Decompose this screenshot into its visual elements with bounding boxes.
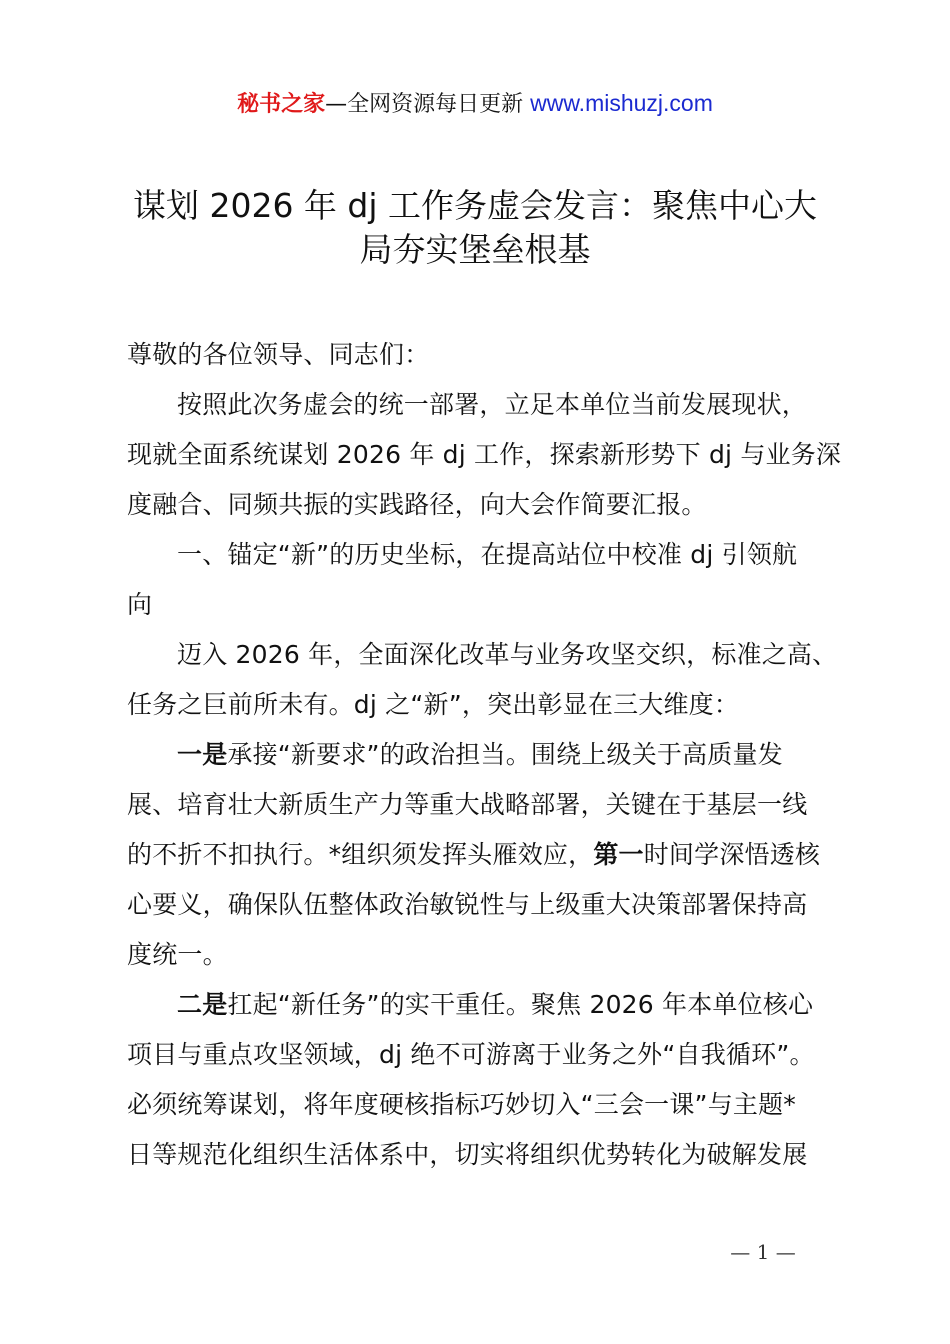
title-line-2: 局夯实堡垒根基 bbox=[359, 230, 591, 269]
paragraph-1-line-2: 现就全面系统谋划 2026 年 dj 工作，探索新形势下 dj 与业务深 bbox=[127, 440, 842, 469]
paragraph-3-line-4: 心要义，确保队伍整体政治敏锐性与上级重大决策部署保持高 bbox=[127, 890, 808, 919]
paragraph-3-bold-text: 第一 bbox=[593, 840, 644, 869]
paragraph-4-line-3: 必须统筹谋划，将年度硬核指标巧妙切入“三会一课”与主题* bbox=[127, 1090, 797, 1119]
paragraph-3-line-5: 度统一。 bbox=[127, 940, 228, 969]
site-header bbox=[0, 86, 950, 122]
page-number: — 1 — bbox=[730, 1240, 796, 1264]
site-url-link[interactable]: www.mishuzj.com bbox=[530, 90, 713, 116]
section-1-heading-line-1: 一、锚定“新”的历史坐标，在提高站位中校准 dj 引领航 bbox=[177, 540, 798, 569]
section-1-heading-line-2: 向 bbox=[127, 590, 153, 619]
point-2-label: 二是 bbox=[177, 990, 228, 1019]
paragraph-3-text-before: 的不折不扣执行。*组织须发挥头雁效应， bbox=[127, 840, 594, 869]
document-body bbox=[127, 330, 842, 1180]
paragraph-3-line-2: 展、培育壮大新质生产力等重大战略部署，关键在于基层一线 bbox=[127, 790, 808, 819]
header-slogan: —全网资源每日更新 bbox=[325, 92, 531, 117]
paragraph-3-text-after: 时间学深悟透核 bbox=[643, 840, 821, 869]
point-2-text: 扛起“新任务”的实干重任。聚焦 2026 年本单位核心 bbox=[227, 990, 814, 1019]
point-1-label: 一是 bbox=[177, 740, 228, 769]
point-1-text: 承接“新要求”的政治担当。围绕上级关于高质量发 bbox=[227, 740, 783, 769]
paragraph-4-line-4: 日等规范化组织生活体系中，切实将组织优势转化为破解发展 bbox=[127, 1140, 808, 1169]
salutation: 尊敬的各位领导、同志们： bbox=[127, 340, 430, 369]
title-line-1: 谋划 2026 年 dj 工作务虚会发言：聚焦中心大 bbox=[132, 186, 818, 225]
paragraph-4-line-2: 项目与重点攻坚领域，dj 绝不可游离于业务之外“自我循环”。 bbox=[127, 1040, 815, 1069]
paragraph-2-line-2: 任务之巨前所未有。dj 之“新”，突出彰显在三大维度： bbox=[127, 690, 740, 719]
brand-name: 秘书之家 bbox=[237, 92, 326, 117]
document-title bbox=[100, 184, 850, 272]
paragraph-4-line-1 bbox=[127, 980, 837, 1030]
paragraph-3-line-3 bbox=[127, 830, 837, 880]
paragraph-2-line-1: 迈入 2026 年，全面深化改革与业务攻坚交织，标准之高、 bbox=[177, 640, 838, 669]
paragraph-3-line-1 bbox=[127, 730, 837, 780]
paragraph-1-line-3: 度融合、同频共振的实践路径，向大会作简要汇报。 bbox=[127, 490, 707, 519]
paragraph-1-line-1: 按照此次务虚会的统一部署，立足本单位当前发展现状， bbox=[177, 390, 808, 419]
